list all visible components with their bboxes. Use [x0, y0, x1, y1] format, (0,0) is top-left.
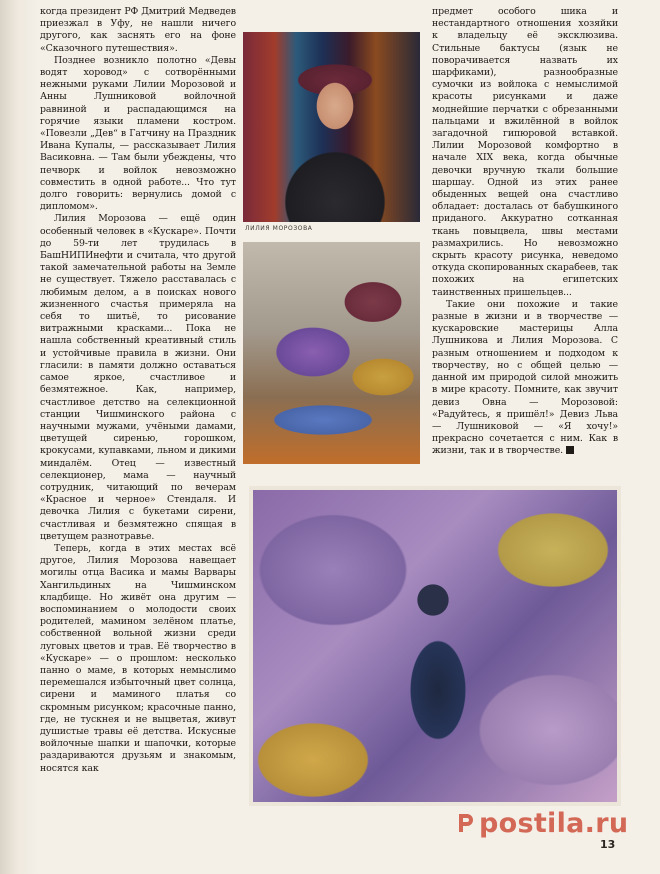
paragraph: [432, 299, 618, 458]
end-mark-icon: [566, 446, 574, 454]
postila-logo-icon: [452, 811, 476, 835]
page-number: 13: [600, 838, 616, 851]
paragraph: предмет особого шика и нестандартного отношения хозяйки к владельцу её эксклюзива. Стильные бактусы (язык не поворачивается назвать их шарфиками), разнообразные сумочки из войлока с немыслимой красоты рисунками и даже моднейшие перчатки с обрезанными пальцами и вжилённой в войлок загадочной гипюровой вставкой. Лилии Морозовой комфортно в начале XIX века, когда обычные девочки вручную ткали большие шаршау. Одной из этих ранее обыденных вещей она счастливо обладает: досталась от бабушкиного приданого. Аккуратно сотканная ткань повыцвела, швы местами размахрились. Но невозможно скрыть красоту рисунка, неведомо откуда скопированных скарабеев, так похожих на египетских таинственных пришельцев...: [432, 6, 618, 298]
paragraph-text: Такие они похожие и такие разные в жизни и в творчестве — кускаровские мастерицы Алла Лушникова и Лилия Морозова. С разным отношением и подходом к творчеству, но с общей целью — данной им природой силой множить в мире красоту. Помните, как звучит девиз Овна — Морозовой: «Радуйтесь, я пришёл!» Девиз Льва — Лушниковой — «Я хочу!» прекрасно сочетается с ним. Как в жизни, так и в творчестве.: [432, 298, 618, 457]
photo-caption: ЛИЛИЯ МОРОЗОВА: [245, 225, 313, 232]
paragraph: Теперь, когда в этих местах всё другое, Лилия Морозова навещает могилы отца Васика и мамы Варвары Хангильдиных на Чишминском кладбище. Но живёт она другим — воспоминанием о молодости своих родителей, мамином зелёном платье, собственной вольной жизни среди луговых цветов и трав. Её творчество в «Кускаре» — о прошлом: несколько панно о маме, в которых немыслимо перемешался избыточный цвет солнца, сирени и маминого платья со скромным рисунком; красочные панно, где, не тускнея и не выцветая, живут душистые травы её детства. Искусные войлочные шапки и шапочки, которые раздариваются друзьям и знакомым, носятся как: [40, 542, 236, 774]
right-text-column: [432, 6, 618, 462]
paragraph: когда президент РФ Дмитрий Медведев приезжал в Уфу, не нашли ничего другого, как заснять его на фоне «Сказочного путешествия».: [40, 6, 236, 54]
paragraph: Лилия Морозова — ещё один особенный человек в «Кускаре». Почти до 59-ти лет трудилась в БашНИПИнефти и считала, что другой такой замечательной работы на Земле не существует. Тяжело расставалась с любимым делом, а в поисках нового жизненного счастья примеряла на себя то шитьё, то рисование витражными красками... Пока не нашла собственный креативный стиль и устойчивые правила в жизни. Они гласили: в памяти должно оставаться самое яркое, счастливое и безмятежное. Как, например, счастливое детство на селекционной станции Чишминского района с научными мужами, учёными дамами, цветущей сиренью, горошком, крокусами, купавками, льном и дикими миндалём. Отец — известный селекционер, мама — научный сотрудник, читающий по вечерам «Красное и черное» Стендаля. И девочка Лилия с букетами сирени, счастливая и безмятежно спящая в цветущем разнотравье.: [40, 213, 236, 542]
watermark: [452, 808, 628, 839]
left-text-column: [40, 6, 236, 818]
paragraph: Позднее возникло полотно «Девы водят хоровод» с сотворёнными нежными руками Лилии Морозовой и Анны Лушниковой войлочной равниной и распадающимся на горячие языки пламени костром. «Повезли „Дев“ в Гатчину на Праздник Ивана Купалы, — рассказывает Лилия Васиковна. — Там были убеждены, что печворк и войлок невозможно совместить в одной работе... Что тут долго говорить: вернулись домой с дипломом».: [40, 54, 236, 213]
watermark-text: postila.ru: [479, 808, 629, 839]
portrait-photo: [243, 32, 420, 222]
felt-bags-photo: [243, 242, 420, 464]
felt-panel-photo: [249, 486, 621, 806]
